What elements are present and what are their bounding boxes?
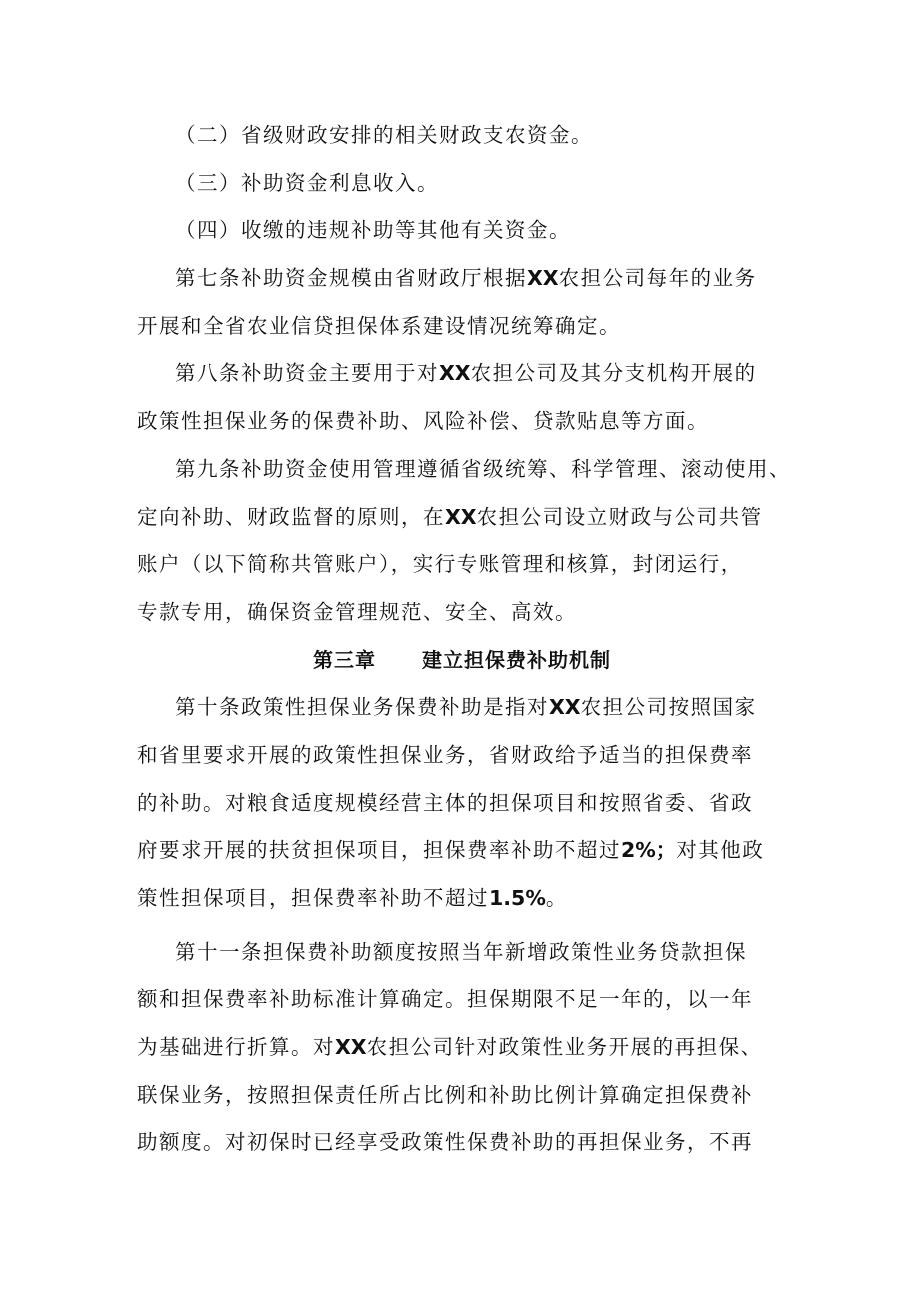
text-line: 和省里要求开展的政策性担保业务，省财政给予适当的担保费率 [137, 742, 753, 767]
document-body [137, 112, 791, 1167]
text-line: 第九条补助资金使用管理遵循省级统筹、科学管理、滚动使用、 [175, 456, 791, 481]
text-line: 政策性担保业务的保费补助、风险补偿、贷款贴息等方面。 [137, 409, 709, 434]
text-line: 定向补助、财政监督的原则，在XX农担公司设立财政与公司共管 [137, 504, 763, 529]
emphasized-text: 2%； [621, 838, 677, 863]
text-line: 账户（以下简称共管账户），实行专账管理和核算，封闭运行， [137, 552, 743, 577]
text-line: 第十条政策性担保业务保费补助是指对XX农担公司按照国家 [175, 695, 757, 720]
emphasized-text: XX [439, 361, 471, 386]
text-line: （四）收缴的违规补助等其他有关资金。 [175, 218, 571, 243]
chapter-number: 第三章 [313, 647, 376, 672]
text-line: （二）省级财政安排的相关财政支农资金。 [175, 123, 593, 147]
text-line: 府要求开展的扶贫担保项目，担保费率补助不超过2%；对其他政 [137, 838, 765, 863]
emphasized-text: 1.5% [489, 886, 546, 910]
text-line: 为基础进行折算。对XX农担公司针对政策性业务开展的再担保、 [137, 1035, 763, 1060]
text-line: 的补助。对粮食适度规模经营主体的担保项目和按照省委、省政 [137, 790, 753, 815]
text-line: （三）补助资金利息收入。 [175, 170, 439, 195]
emphasized-text: XX [335, 1035, 367, 1060]
text-line: 第八条补助资金主要用于对XX农担公司及其分支机构开展的 [175, 361, 757, 386]
emphasized-text: XX [549, 695, 581, 720]
emphasized-text: XX [527, 266, 559, 291]
text-line: 策性担保项目，担保费率补助不超过1.5%。 [137, 886, 568, 910]
text-line: 第十一条担保费补助额度按照当年新增政策性业务贷款担保 [175, 939, 747, 964]
chapter-title: 建立担保费补助机制 [422, 647, 611, 672]
text-line: 联保业务，按照担保责任所占比例和补助比例计算确定担保费补 [137, 1082, 753, 1107]
text-line: 第七条补助资金规模由省财政厅根据XX农担公司每年的业务 [175, 266, 757, 291]
chapter-heading [137, 637, 787, 685]
emphasized-text: XX [445, 504, 477, 529]
text-line: 专款专用，确保资金管理规范、安全、高效。 [137, 599, 577, 624]
text-line: 助额度。对初保时已经享受政策性保费补助的再担保业务，不再 [137, 1130, 753, 1155]
text-line: 开展和全省农业信贷担保体系建设情况统筹确定。 [137, 313, 621, 338]
text-line: 额和担保费率补助标准计算确定。担保期限不足一年的，以一年 [137, 987, 753, 1012]
